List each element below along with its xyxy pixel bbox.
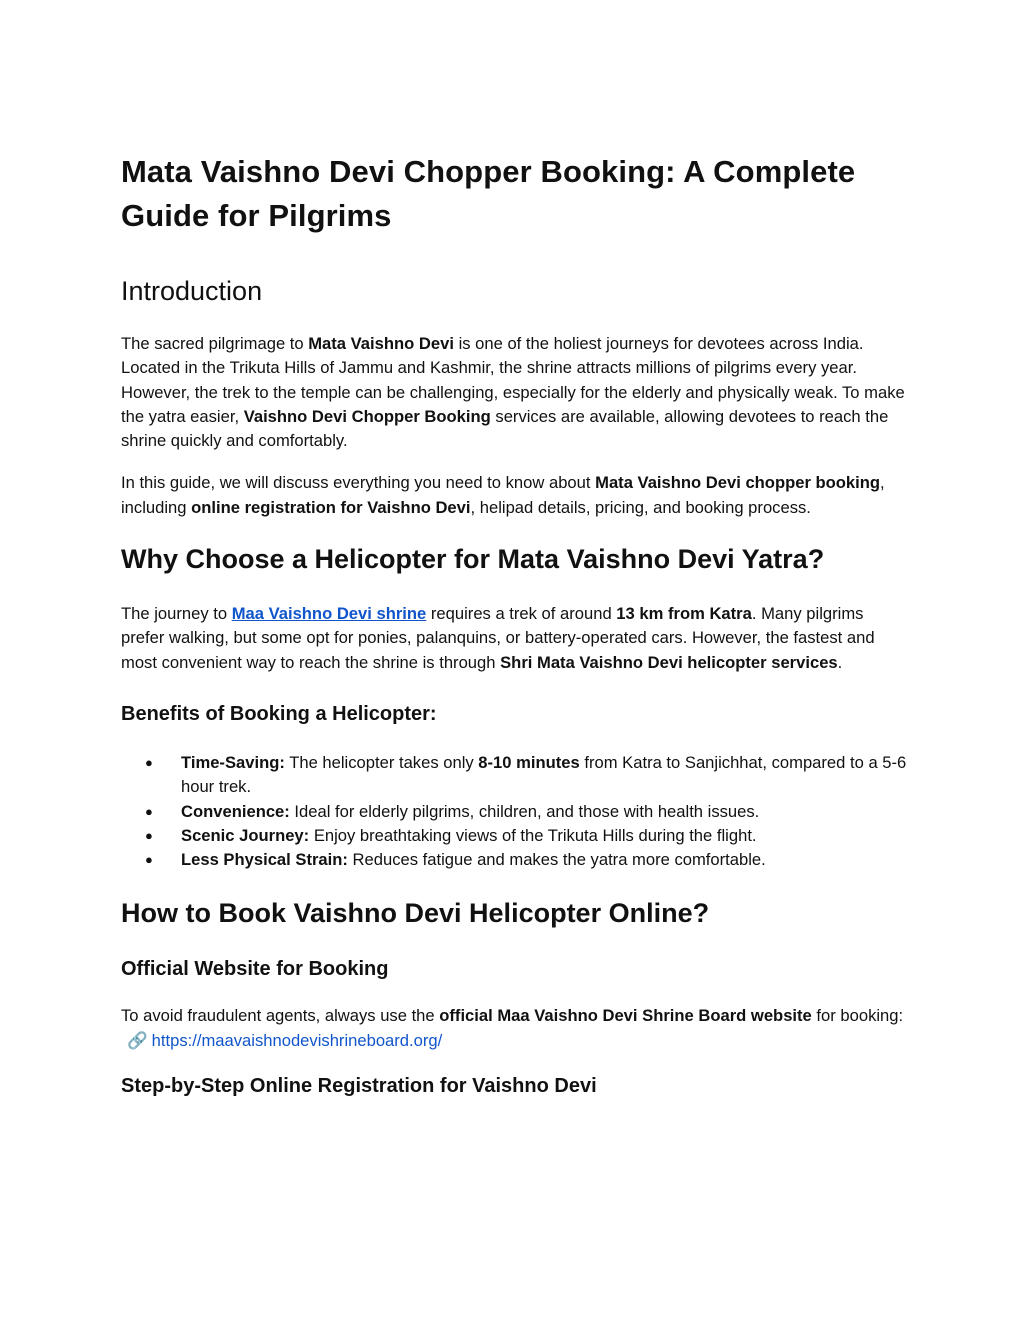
benefits-heading: Benefits of Booking a Helicopter: bbox=[121, 702, 437, 725]
intro-paragraph-1 bbox=[121, 332, 911, 453]
bold-text: 13 km from Katra bbox=[616, 604, 752, 624]
bold-text: official Maa Vaishno Devi Shrine Board website bbox=[439, 1006, 812, 1026]
how-heading: How to Book Vaishno Devi Helicopter Online? bbox=[121, 898, 710, 929]
text: To avoid fraudulent agents, always use the bbox=[121, 1006, 440, 1026]
text: , including bbox=[121, 473, 885, 517]
list-item bbox=[121, 751, 911, 800]
bullet-icon: ● bbox=[145, 754, 153, 770]
shrine-board-url-link[interactable]: https://maavaishnodevishrineboard.org/ bbox=[151, 1030, 443, 1050]
text: requires a trek of around bbox=[426, 604, 617, 624]
bullet-icon: ● bbox=[145, 803, 153, 819]
text: for booking: bbox=[811, 1006, 904, 1026]
bold-text: Scenic Journey: bbox=[181, 825, 310, 845]
shrine-link[interactable]: Maa Vaishno Devi shrine bbox=[231, 604, 427, 624]
bold-text: Shri Mata Vaishno Devi helicopter services bbox=[500, 652, 838, 672]
bold-text: Time-Saving: bbox=[181, 752, 285, 772]
text: The helicopter takes only bbox=[284, 752, 479, 772]
bold-text: Mata Vaishno Devi bbox=[308, 334, 454, 353]
steps-heading: Step-by-Step Online Registration for Vaishno Devi bbox=[121, 1075, 597, 1098]
text: is one of the holiest journeys for devotees across India. Located in the Trikuta Hills of Jammu and Kashmir, the shrine attracts millions of pilgrims every year. However, the trek to the temple can be challenging, especially for the elderly and physically weak. To make the yatra easier, bbox=[121, 334, 905, 426]
bold-text: Less Physical Strain: bbox=[181, 850, 348, 870]
document-title: Mata Vaishno Devi Chopper Booking: A Complete Guide for Pilgrims bbox=[121, 154, 856, 233]
text: Enjoy breathtaking views of the Trikuta Hills during the flight. bbox=[309, 825, 757, 845]
text: . Many pilgrims prefer walking, but some opt for ponies, palanquins, or battery-operated cars. However, the fastest and most convenient way to reach the shrine is through bbox=[121, 604, 875, 672]
text: from Katra to Sanjichhat, compared to a 5-6 hour trek. bbox=[181, 752, 907, 797]
text: . bbox=[837, 652, 843, 672]
text: The journey to bbox=[121, 604, 232, 624]
document-page bbox=[121, 150, 911, 1123]
list-item bbox=[121, 848, 911, 872]
bold-text: 8-10 minutes bbox=[478, 752, 580, 772]
bullet-icon: ● bbox=[145, 827, 153, 843]
official-website-heading: Official Website for Booking bbox=[121, 958, 389, 981]
link-icon: 🔗 bbox=[127, 1030, 148, 1050]
why-paragraph bbox=[121, 602, 911, 675]
text: In this guide, we will discuss everything you need to know about bbox=[121, 473, 596, 493]
text: , helipad details, pricing, and booking process. bbox=[470, 497, 811, 517]
bold-text: Vaishno Devi Chopper Booking bbox=[243, 406, 491, 426]
text: Ideal for elderly pilgrims, children, and those with health issues. bbox=[289, 801, 760, 821]
text: The sacred pilgrimage to bbox=[121, 334, 309, 353]
text: services are available, allowing devotees to reach the shrine quickly and comfortably. bbox=[121, 406, 889, 451]
intro-heading: Introduction bbox=[121, 276, 263, 306]
list-item bbox=[121, 800, 911, 824]
text: Reduces fatigue and makes the yatra more comfortable. bbox=[347, 850, 766, 870]
intro-paragraph-2 bbox=[121, 471, 911, 520]
bullet-icon: ● bbox=[145, 852, 153, 868]
bold-text: Convenience: bbox=[181, 801, 290, 821]
why-heading: Why Choose a Helicopter for Mata Vaishno Devi Yatra? bbox=[121, 544, 825, 575]
bold-text: online registration for Vaishno Devi bbox=[191, 497, 471, 517]
official-website-paragraph bbox=[121, 1004, 911, 1053]
benefits-list bbox=[121, 751, 911, 872]
list-item bbox=[121, 824, 911, 848]
bold-text: Mata Vaishno Devi chopper booking bbox=[595, 473, 881, 493]
